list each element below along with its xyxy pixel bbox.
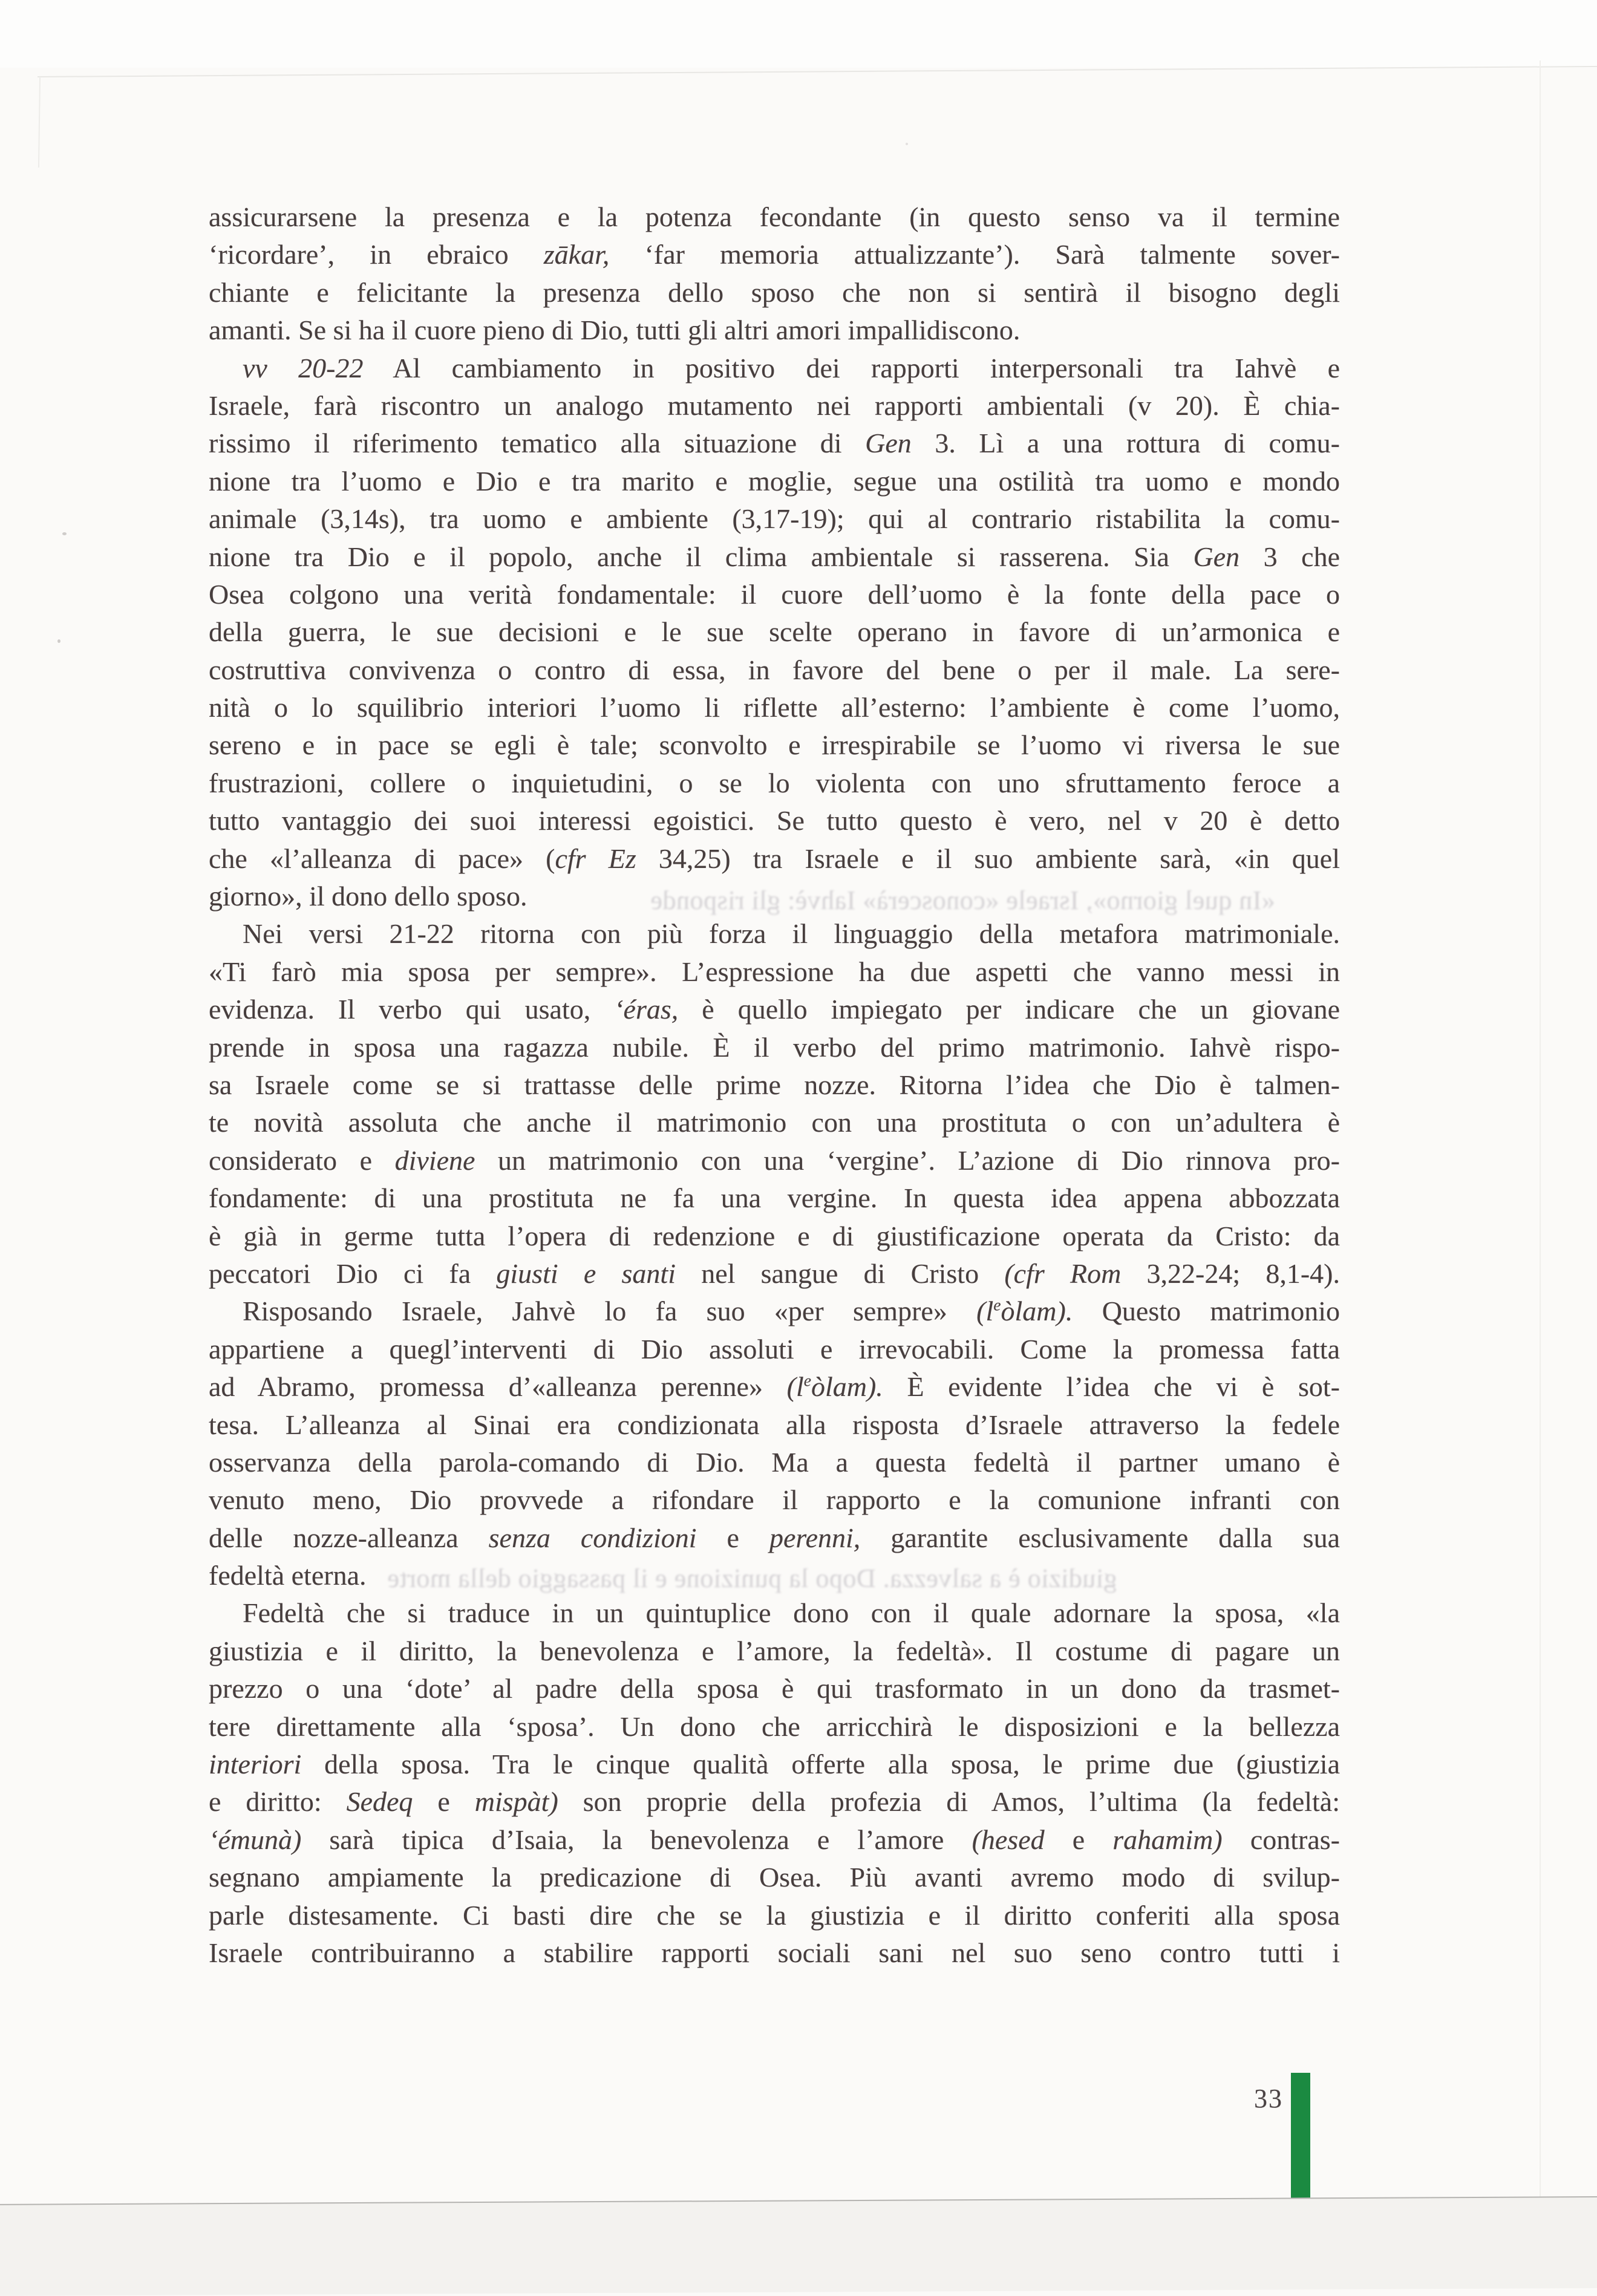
dust-speck [57, 639, 60, 643]
bleedthrough-text: «In quel giorno», Israele «conoscerà» Iahvè: gli risponde [650, 885, 1275, 915]
text-line: parle distesamente. Ci basti dire che se la giustizia e il diritto conferiti alla sposa [209, 1899, 1340, 1931]
paragraph [209, 1293, 1340, 1594]
text-line: tere direttamente alla ‘sposa’. Un dono che arricchirà le disposizioni e la bellezza [209, 1711, 1340, 1742]
text-line: animale (3,14s), tra uomo e ambiente (3,17-19); qui al contrario ristabilita la comu- [209, 503, 1340, 535]
text-block [209, 198, 1340, 1972]
text-line: e diritto: Sedeq e mispàt) son proprie della profezia di Amos, l’ultima (la fedeltà: [209, 1786, 1340, 1818]
text-line: Fedeltà che si traduce in un quintuplice dono con il quale adornare la sposa, «la [243, 1597, 1340, 1629]
text-line: sereno e in pace se egli è tale; sconvolto e irrespirabile se l’uomo vi riversa le sue [209, 729, 1340, 761]
text-line: nione tra l’uomo e Dio e tra marito e moglie, segue una ostilità tra uomo e mondo [209, 465, 1340, 497]
text-line: fondamente: di una prostituta ne fa una vergine. In questa idea appena abbozzata [209, 1182, 1340, 1214]
text-line: nione tra Dio e il popolo, anche il clima ambientale si rasserena. Sia Gen 3 che [209, 541, 1340, 572]
page-right-edge [1540, 60, 1541, 2205]
text-line: Osea colgono una verità fondamentale: il cuore dell’uomo è la fonte della pace o [209, 578, 1340, 610]
text-line: Risposando Israele, Jahvè lo fa suo «per sempre» $(l^eòlam)$. Questo matrimonio [243, 1296, 1340, 1327]
text-line: giustizia e il diritto, la benevolenza e l’amore, la fedeltà». Il costume di pagare un [209, 1635, 1340, 1666]
text-line: tutto vantaggio dei suoi interessi egoistici. Se tutto questo è vero, nel v 20 è detto [209, 805, 1340, 837]
text-line: ‘ricordare’, in ebraico zākar, ‘far memoria attualizzante’). Sarà talmente sover- [209, 239, 1340, 270]
text-line: nità o lo squilibrio interiori l’uomo li riflette all’esterno: l’ambiente è come l’uomo, [209, 692, 1340, 723]
text-line: chiante e felicitante la presenza dello sposo che non si sentirà il bisogno degli [209, 276, 1340, 308]
paragraph [209, 1594, 1340, 1972]
text-line: che «l’alleanza di pace» (cfr Ez 34,25) tra Israele e il suo ambiente sarà, «in quel [209, 843, 1340, 874]
text-line: è già in germe tutta l’opera di redenzione e di giustificazione operata da Cristo: da [209, 1220, 1340, 1251]
text-line: fedeltà eterna. [209, 1560, 367, 1591]
text-line: osservanza della parola-comando di Dio. Ma a questa fedeltà il partner umano è [209, 1446, 1340, 1478]
text-line: segnano ampiamente la predicazione di Osea. Più avanti avremo modo di svilup- [209, 1862, 1340, 1893]
text-line: Israele, farà riscontro un analogo mutamento nei rapporti ambientali (v 20). È chia- [209, 390, 1340, 421]
scan-top-highlight [0, 0, 1597, 68]
text-line: venuto meno, Dio provvede a rifondare il rapporto e la comunione infranti con [209, 1484, 1340, 1516]
text-line: «Ti farò mia sposa per sempre». L’espressione ha due aspetti che vanno messi in [209, 956, 1340, 987]
dust-speck [62, 532, 67, 535]
text-line: sa Israele come se si trattasse delle prime nozze. Ritorna l’idea che Dio è talmen- [209, 1069, 1340, 1100]
text-line: della guerra, le sue decisioni e le sue scelte operano in favore di un’armonica e [209, 616, 1340, 648]
text-line: frustrazioni, collere o inquietudini, o se lo violenta con uno sfruttamento feroce a [209, 767, 1340, 798]
page-corner-edge [38, 77, 41, 168]
text-line: prezzo o una ‘dote’ al padre della sposa è qui trasformato in un dono da trasmet- [209, 1673, 1340, 1704]
text-line: interiori della sposa. Tra le cinque qualità offerte alla sposa, le prime due (giustizia [209, 1749, 1340, 1780]
text-line: costruttiva convivenza o contro di essa, in favore del bene o per il male. La sere- [209, 654, 1340, 685]
text-line: appartiene a quegl’interventi di Dio assoluti e irrevocabili. Come la promessa fatta [209, 1333, 1340, 1365]
text-line: Israele contribuiranno a stabilire rapporti sociali sani nel suo seno contro tutti i [209, 1937, 1340, 1968]
page-bottom-edge [0, 2196, 1597, 2296]
text-line: evidenza. Il verbo qui usato, ‘éras, è quello impiegato per indicare che un giovane [209, 994, 1340, 1025]
bleedthrough-text: giudizio è a salvezza. Dopo la punizione e il passaggio della morte [387, 1564, 1117, 1593]
text-line: giorno», il dono dello sposo. [209, 881, 527, 912]
paragraph [209, 915, 1340, 1293]
text-line: ‘émunà) sarà tipica d’Isaia, la benevolenza e l’amore (hesed e rahamim) contras- [209, 1824, 1340, 1855]
text-line: tesa. L’alleanza al Sinai era condizionata alla risposta d’Israele attraverso la fedele [209, 1409, 1340, 1440]
paragraph [209, 350, 1340, 916]
text-line: delle nozze-alleanza senza condizioni e perenni, garantite esclusivamente dalla sua [209, 1522, 1340, 1553]
green-bookmark-bar [1291, 2073, 1310, 2204]
text-line: te novità assoluta che anche il matrimonio con una prostituta o con un’adultera è [209, 1107, 1340, 1138]
text-line: Nei versi 21-22 ritorna con più forza il linguaggio della metafora matrimoniale. [243, 918, 1340, 950]
text-line: ad Abramo, promessa d’«alleanza perenne» $(l^eòlam)$. È evidente l’idea che vi è sot- [209, 1371, 1340, 1403]
text-line: rissimo il riferimento tematico alla situazione di Gen 3. Lì a una rottura di comu- [209, 428, 1340, 459]
text-line: prende in sposa una ragazza nubile. È il verbo del primo matrimonio. Iahvè rispo- [209, 1031, 1340, 1063]
text-line: vv 20-22 Al cambiamento in positivo dei rapporti interpersonali tra Iahvè e [243, 352, 1340, 383]
dust-speck [906, 143, 908, 145]
text-line: amanti. Se si ha il cuore pieno di Dio, tutti gli altri amori impallidiscono. [209, 315, 1021, 346]
text-line: considerato e diviene un matrimonio con una ‘vergine’. L’azione di Dio rinnova pro- [209, 1144, 1340, 1176]
text-line: peccatori Dio ci fa giusti e santi nel sangue di Cristo (cfr Rom 3,22-24; 8,1-4). [209, 1257, 1340, 1289]
page-number: 33 [1254, 2084, 1283, 2113]
text-line: assicurarsene la presenza e la potenza fecondante (in questo senso va il termine [209, 201, 1340, 232]
paragraph [209, 198, 1340, 350]
